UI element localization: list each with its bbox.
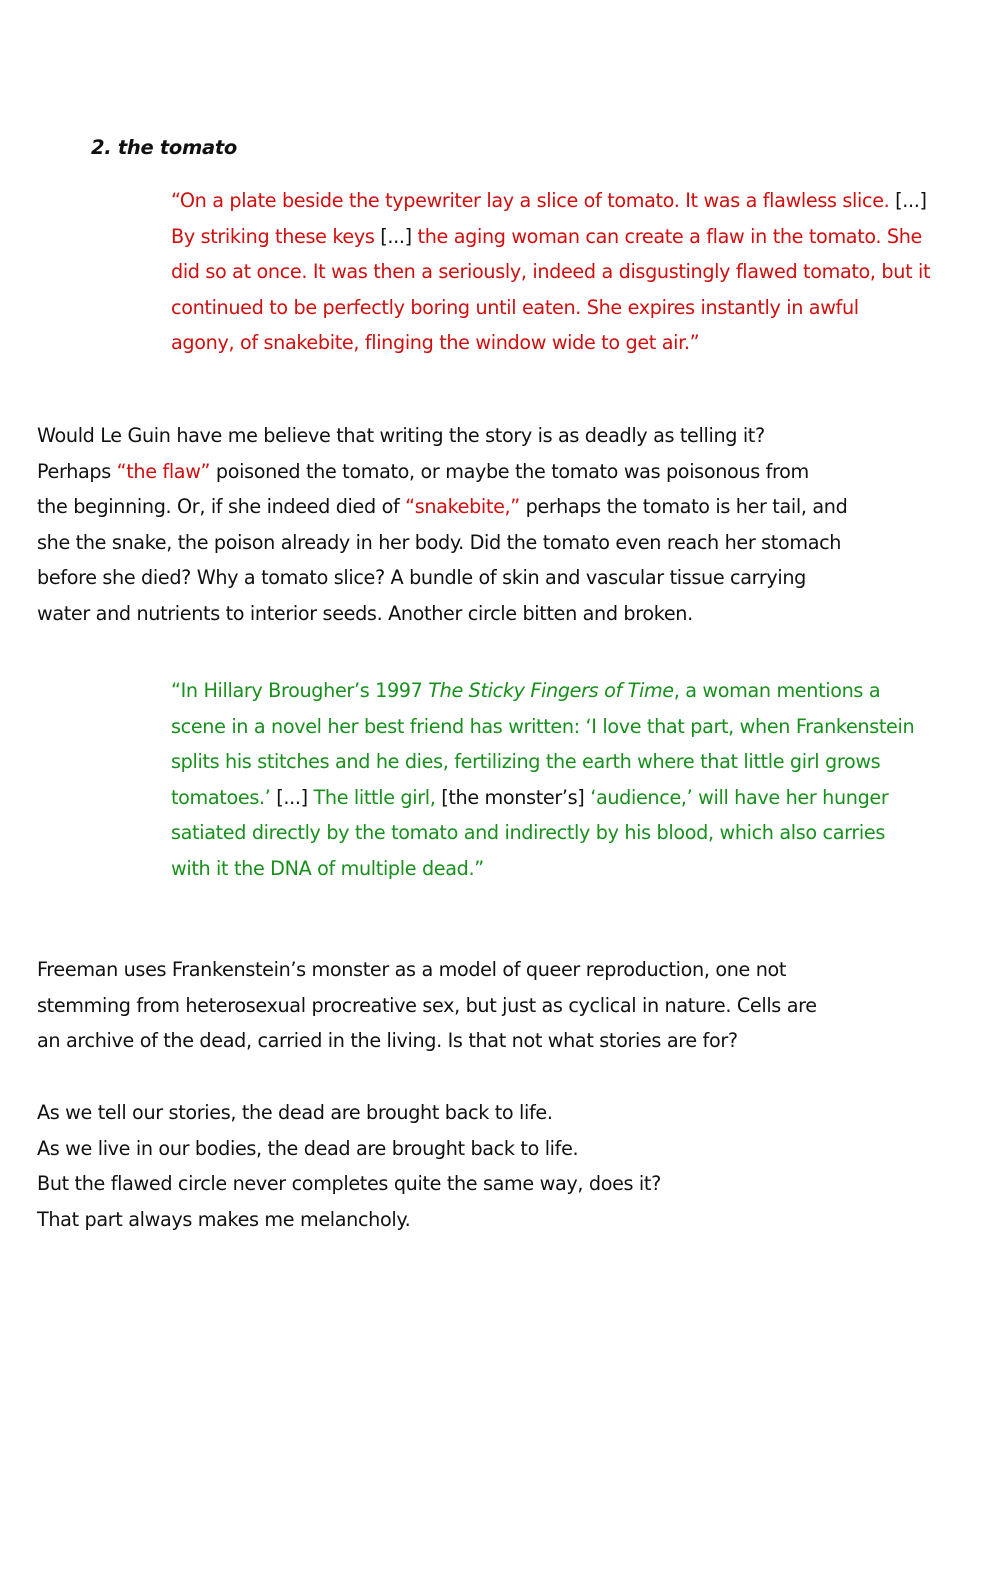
ellipsis-bracket: [...] <box>895 189 927 212</box>
paragraph-closing <box>37 1095 661 1237</box>
text-span: Perhaps <box>37 459 111 483</box>
paragraph-line: Would Le Guin have me believe that writing the story is as deadly as telling it? <box>37 424 765 447</box>
paragraph-line: an archive of the dead, carried in the living. Is that not what stories are for? <box>37 1029 738 1053</box>
paragraph-freeman <box>37 952 817 1059</box>
text-span: the beginning. Or, if she indeed died of <box>37 495 400 519</box>
text-span: poisoned the tomato, or maybe the tomato was poisonous from <box>215 459 809 483</box>
quote-text: the aging woman can create a flaw in the tomato. She <box>417 224 923 248</box>
paragraph-line: As we tell our stories, the dead are brought back to life. <box>37 1101 553 1124</box>
freeman-quote <box>171 673 914 887</box>
bracket-insert: [the monster’s] <box>441 785 585 809</box>
paragraph-line: That part always makes me melancholy. <box>37 1207 411 1231</box>
ellipsis-bracket: [...] <box>380 224 412 248</box>
paragraph-line <box>37 454 847 490</box>
paragraph-line: But the flawed circle never completes quite the same way, does it? <box>37 1172 661 1196</box>
quote-text: “In Hillary Brougher’s 1997 <box>171 679 423 702</box>
text-span: perhaps the tomato is her tail, and <box>525 495 848 519</box>
quote-text: , a woman mentions a <box>673 679 881 702</box>
quote-line: did so at once. It was then a seriously, indeed a disgustingly flawed tomato, but it <box>171 260 931 284</box>
paragraph-line: before she died? Why a tomato slice? A bundle of skin and vascular tissue carrying <box>37 566 807 590</box>
quote-text: “On a plate beside the typewriter lay a slice of tomato. It was a flawless slice. <box>171 189 890 212</box>
quote-line: continued to be perfectly boring until eaten. She expires instantly in awful <box>171 295 859 319</box>
paragraph-line: stemming from heterosexual procreative sex, but just as cyclical in nature. Cells are <box>37 993 817 1017</box>
paragraph-line: water and nutrients to interior seeds. Another circle bitten and broken. <box>37 601 693 625</box>
quote-line: with it the DNA of multiple dead.” <box>171 856 484 880</box>
quote-line: splits his stitches and he dies, fertilizing the earth where that little girl grows <box>171 750 881 774</box>
quote-text: tomatoes.’ <box>171 785 271 809</box>
paragraph-le-guin <box>37 418 847 632</box>
quote-line <box>171 183 930 219</box>
film-title: The Sticky Fingers of Time <box>428 679 674 702</box>
quote-line: satiated directly by the tomato and indirectly by his blood, which also carries <box>171 821 885 845</box>
quote-line: scene in a novel her best friend has written: ‘I love that part, when Frankenstein <box>171 714 915 738</box>
highlight-red: “snakebite,” <box>405 495 520 519</box>
quote-line <box>171 673 914 709</box>
section-title: 2. the tomato <box>91 136 237 159</box>
quote-text: ‘audience,’ will have her hunger <box>590 785 889 809</box>
quote-text: The little girl, <box>313 785 436 809</box>
quote-line <box>171 219 930 255</box>
le-guin-quote <box>171 183 930 361</box>
quote-line: agony, of snakebite, flinging the window wide to get air.” <box>171 331 700 355</box>
quote-text: By striking these keys <box>171 224 375 248</box>
quote-line <box>171 780 914 816</box>
paragraph-line: Freeman uses Frankenstein’s monster as a model of queer reproduction, one not <box>37 958 787 981</box>
paragraph-line: As we live in our bodies, the dead are brought back to life. <box>37 1136 579 1160</box>
paragraph-line: she the snake, the poison already in her body. Did the tomato even reach her stomach <box>37 530 842 554</box>
paragraph-line <box>37 489 847 525</box>
highlight-red: “the flaw” <box>116 459 211 483</box>
ellipsis-bracket: [...] <box>276 785 308 809</box>
